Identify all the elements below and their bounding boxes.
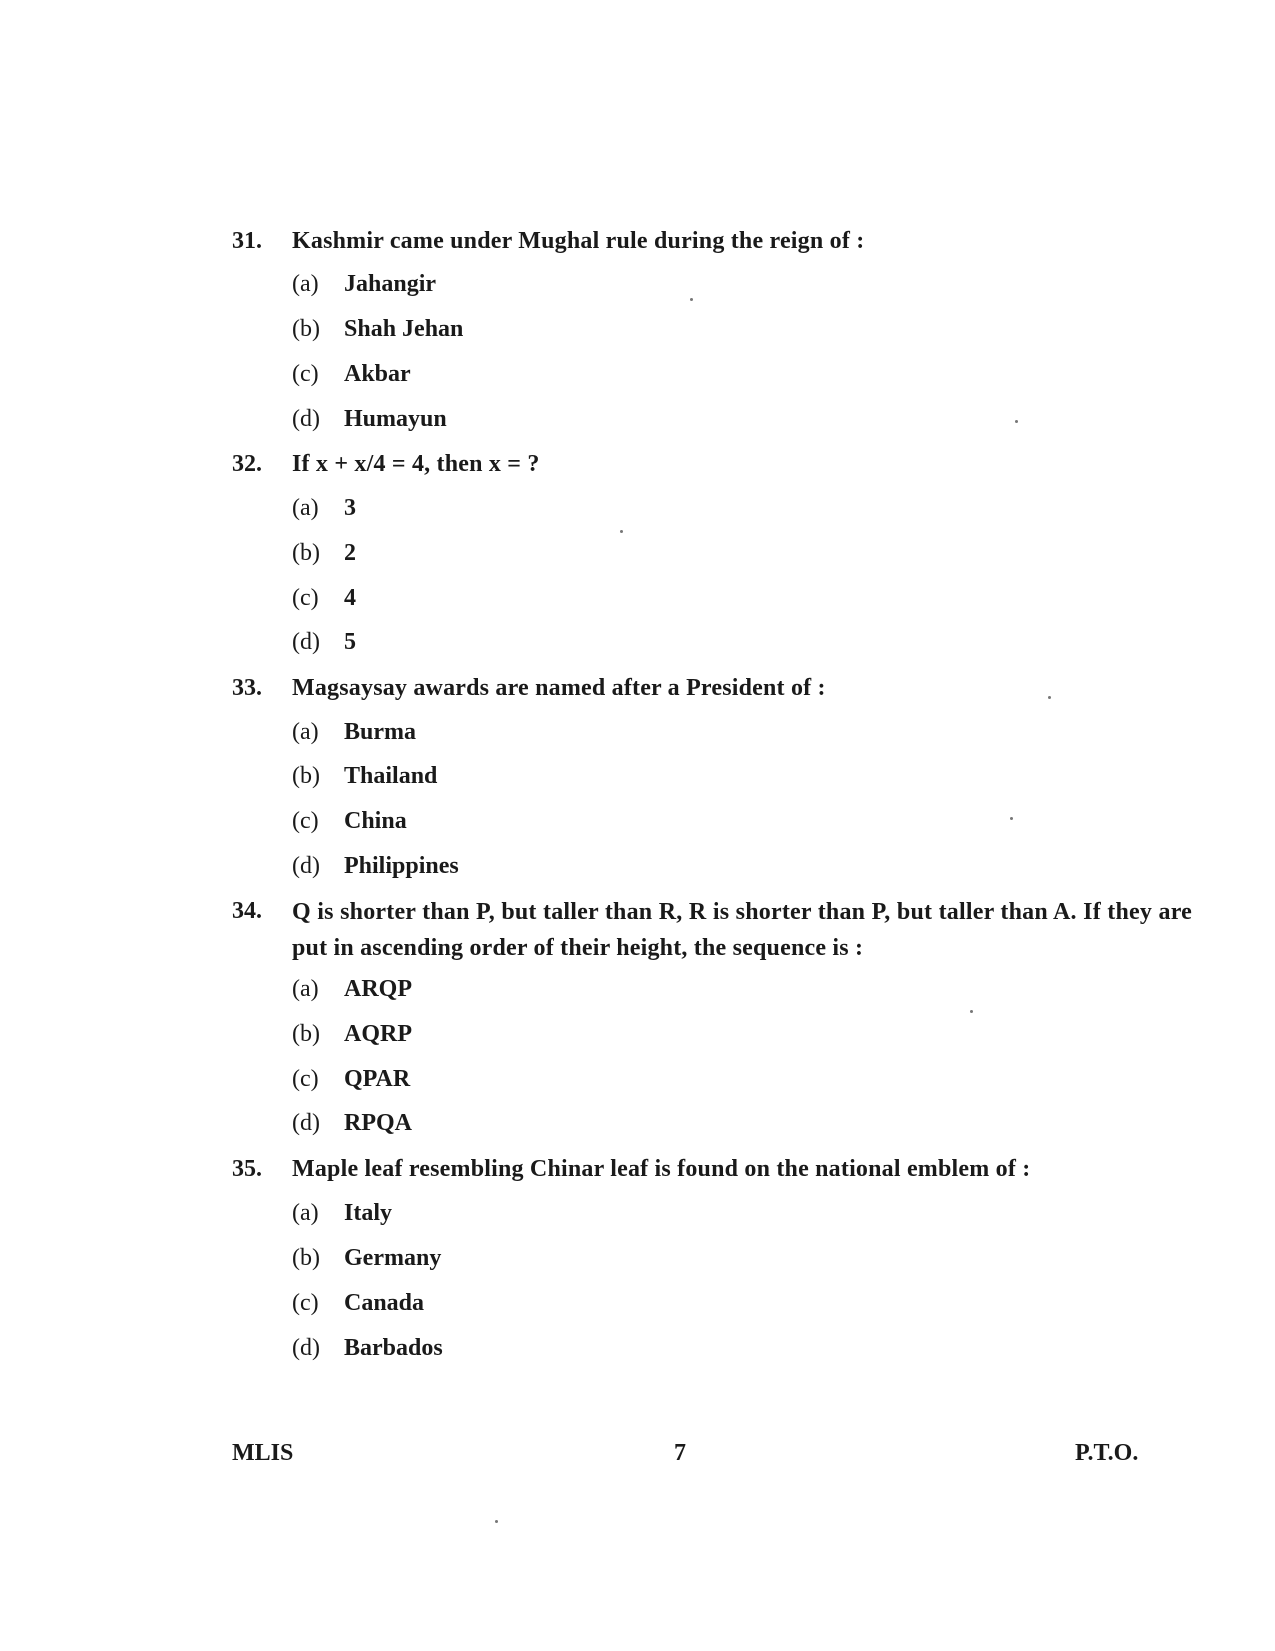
option-text: 5 (344, 629, 356, 655)
option-text: RPQA (344, 1110, 412, 1136)
option-label: (d) (292, 629, 320, 655)
option-item (292, 540, 356, 567)
option-item (292, 1021, 412, 1048)
question-number: 31. (232, 228, 262, 254)
option-item (292, 1335, 443, 1362)
option-text: 3 (344, 495, 356, 521)
option-text: Thailand (344, 763, 438, 789)
question-text: Kashmir came under Mughal rule during the reign of : (292, 228, 865, 254)
option-label: (d) (292, 853, 320, 879)
option-label: (c) (292, 808, 319, 834)
question-number: 33. (232, 675, 262, 701)
option-item (292, 1110, 412, 1137)
option-label: (c) (292, 361, 319, 387)
option-text: AQRP (344, 1021, 412, 1047)
option-item (292, 853, 459, 880)
option-text: Jahangir (344, 271, 437, 297)
option-text: Akbar (344, 361, 411, 387)
option-label: (a) (292, 719, 319, 745)
option-text: Italy (344, 1200, 392, 1226)
paper-code: MLIS (232, 1440, 294, 1466)
option-label: (b) (292, 540, 320, 566)
option-label: (a) (292, 495, 319, 521)
option-item (292, 629, 356, 656)
question-number: 34. (232, 898, 262, 924)
option-text: Humayun (344, 406, 447, 432)
option-label: (b) (292, 316, 320, 342)
option-label: (a) (292, 271, 319, 297)
option-item (292, 271, 436, 298)
option-item (292, 361, 411, 388)
option-label: (d) (292, 1335, 320, 1361)
scan-speck (620, 530, 623, 533)
option-item (292, 1066, 410, 1093)
option-item (292, 495, 356, 522)
question-text: If x + x/4 = 4, then x = ? (292, 451, 540, 477)
option-item (292, 316, 463, 343)
question-text: Q is shorter than P, but taller than R, R is shorter than P, but taller than A. If they are put in ascending order of their height, the sequence is : (292, 899, 1192, 961)
option-label: (b) (292, 1021, 320, 1047)
page-number: 7 (674, 1440, 686, 1466)
question-number: 32. (232, 451, 262, 477)
question-number: 35. (232, 1156, 262, 1182)
pto-label: P.T.O. (1075, 1440, 1139, 1466)
scan-speck (690, 298, 693, 301)
option-item (292, 808, 407, 835)
option-item (292, 763, 437, 790)
scan-speck (1010, 817, 1013, 820)
option-text: Canada (344, 1290, 425, 1316)
option-item (292, 1290, 424, 1317)
option-label: (a) (292, 1200, 319, 1226)
option-label: (c) (292, 585, 319, 611)
option-item (292, 1245, 441, 1272)
scan-speck (970, 1010, 973, 1013)
option-text: Barbados (344, 1335, 443, 1361)
option-item (292, 406, 447, 433)
option-label: (c) (292, 1066, 319, 1092)
option-item (292, 585, 356, 612)
option-text: Germany (344, 1245, 442, 1271)
option-label: (b) (292, 763, 320, 789)
option-text: 4 (344, 585, 356, 611)
option-item (292, 976, 412, 1003)
option-text: Philippines (344, 853, 459, 879)
option-label: (a) (292, 976, 319, 1002)
option-label: (d) (292, 406, 320, 432)
option-text: ARQP (344, 976, 412, 1002)
option-text: 2 (344, 540, 356, 566)
question-text: Magsaysay awards are named after a President of : (292, 675, 826, 701)
question-text: Maple leaf resembling Chinar leaf is found on the national emblem of : (292, 1156, 1031, 1182)
option-item (292, 1200, 392, 1227)
option-label: (d) (292, 1110, 320, 1136)
option-item (292, 719, 416, 746)
option-text: Burma (344, 719, 416, 745)
scan-speck (1015, 420, 1018, 423)
scan-speck (495, 1520, 498, 1523)
option-text: China (344, 808, 407, 834)
option-label: (b) (292, 1245, 320, 1271)
scan-speck (1048, 696, 1051, 699)
option-label: (c) (292, 1290, 319, 1316)
option-text: Shah Jehan (344, 316, 464, 342)
option-text: QPAR (344, 1066, 411, 1092)
